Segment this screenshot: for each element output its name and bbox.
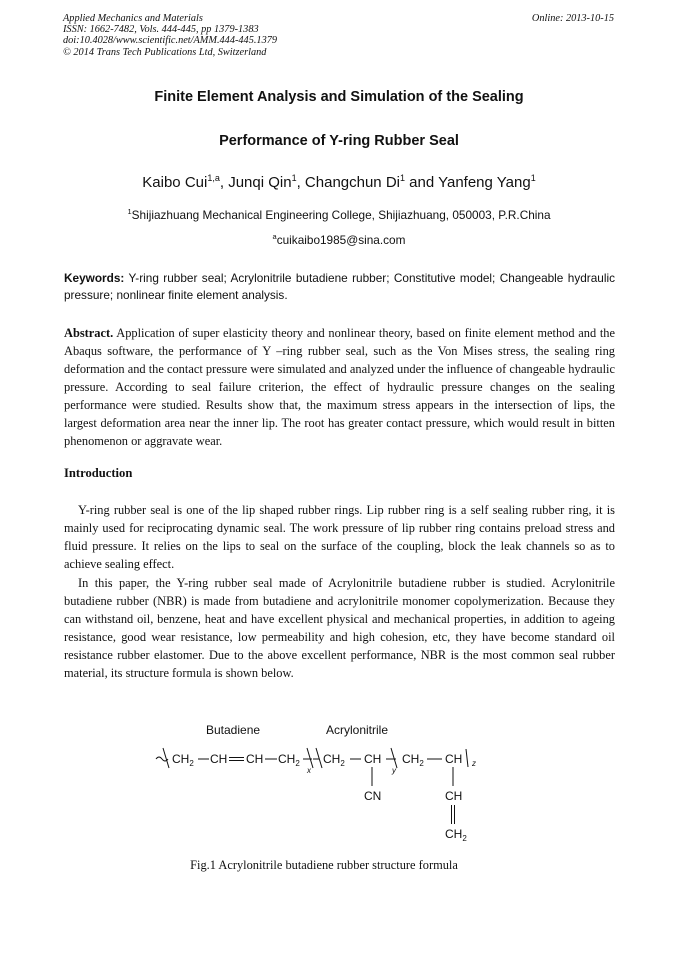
affiliation-mark: 1 [127,207,132,216]
repeat-unit-bracket [391,748,397,768]
issn-line: ISSN: 1662-7482, Vols. 444-445, pp 1379-1383 [63,24,259,36]
doi-line: doi:10.4028/www.scientific.net/AMM.444-445.1379 [63,35,278,47]
group-ch-4: CH [445,752,463,766]
structure-formula-figure [150,718,510,848]
group-ch2-2: $CH_2$ [278,752,300,768]
group-ch2-4: $CH_2$ [402,752,424,768]
journal-name: Applied Mechanics and Materials [63,13,203,24]
subscript-y: y [392,766,396,775]
author-name: Changchun Di [304,174,400,191]
author-separator: , [219,174,229,191]
journal-header [63,13,277,58]
author-name: Junqi Qin [228,174,292,191]
subscript-z: z [472,759,476,768]
introduction-heading: Introduction [64,466,133,480]
author-email [0,233,678,247]
keywords-label: Keywords: [64,271,125,285]
author-affiliation-mark: 1 [291,173,297,183]
paper-title-line-2: Performance of Y-ring Rubber Seal [219,133,459,149]
author-list [0,174,678,191]
email-text: cuikaibo1985@sina.com [276,233,406,247]
group-ch-3: CH [364,752,382,766]
online-date: Online: 2013-10-15 [531,13,614,24]
figure-caption: Fig.1 Acrylonitrile butadiene rubber structure formula [190,858,458,872]
author-separator: , [296,174,305,191]
repeat-unit-bracket [163,748,169,768]
author-name: Kaibo Cui [142,174,208,191]
structure-formula-diagram [150,718,510,848]
author-affiliation-mark: 1,a [207,173,220,183]
group-cn: CN [364,789,382,803]
group-ch-2: CH [246,752,264,766]
repeat-unit-bracket [307,748,313,768]
abstract-label: Abstract. [64,326,114,340]
repeat-unit-bracket [316,748,322,768]
copyright-line: © 2014 Trans Tech Publications Ltd, Switzerland [63,46,267,58]
introduction-paragraph-2: In this paper, the Y-ring rubber seal made of Acrylonitrile butadiene rubber is studied. Acrylonitrile butadiene rubber (NBR) is made from butadiene and acrylonitrile monomer copolymerization. Because they can withstand oil, benzene, heat and have excellent physical and mechanical properties, in addition to ageing resistance, good wear resistance, low permeability and high cohesion, etc, they have become standard oil resistance rubber elastomer. Due to the above excellent performance, NBR is the most common seal rubber material, its structure formula is shown below. [64,576,615,681]
author-affiliation-mark: 1 [530,173,536,183]
group-ch2-1: $CH_2$ [172,752,194,768]
introduction-paragraph-1: Y-ring rubber seal is one of the lip shaped rubber rings. Lip rubber ring is a self sealing rubber ring, it is mainly used for reciprocating dynamic seal. The work pressure of lip rubber ring contains preload stress and fluid pressure. It relies on the lips to seal on the surface of the coupling, block the leak channels so as to achieve sealing effect. [64,503,615,572]
group-ch2-5: $CH_2$ [445,827,467,843]
affiliation-text: Shijiazhuang Mechanical Engineering College, Shijiazhuang, 050003, P.R.China [131,208,551,222]
repeat-unit-bracket [466,749,468,767]
butadiene-label: Butadiene [206,723,261,737]
author-name: Yanfeng Yang [438,174,531,191]
abstract-section [64,324,615,450]
group-ch2-3: $CH_2$ [323,752,345,768]
subscript-x: x [307,766,311,775]
email-mark: a [272,232,277,241]
paper-title-line-1: Finite Element Analysis and Simulation of the Sealing [154,89,524,105]
keywords-section [64,270,615,304]
affiliation [0,208,678,222]
group-ch-1: CH [210,752,228,766]
group-ch-5: CH [445,789,463,803]
acrylonitrile-label: Acrylonitrile [326,723,389,737]
author-affiliation-mark: 1 [399,173,405,183]
keywords-text: Y-ring rubber seal; Acrylonitrile butadiene rubber; Constitutive model; Changeable hydraulic pressure; nonlinear finite element analysis. [64,271,615,302]
author-separator: and [405,174,439,191]
abstract-text: Application of super elasticity theory and nonlinear theory, based on finite element method and the Abaqus software, the performance of Y –ring rubber seal, such as the Von Mises stress, the sealing ring deformation and the contact pressure were simulated and analyzed under the influence of changeable hydraulic pressure. According to seal failure criterion, the effect of hydraulic pressure changes on the sealing performance were studied. Results show that, the maximum stress appears in the intersection of lips, the largest deformation area near the inner lip. The root has greater contact pressure, which would result in bitten phenomenon or aggravate wear. [64,326,615,449]
